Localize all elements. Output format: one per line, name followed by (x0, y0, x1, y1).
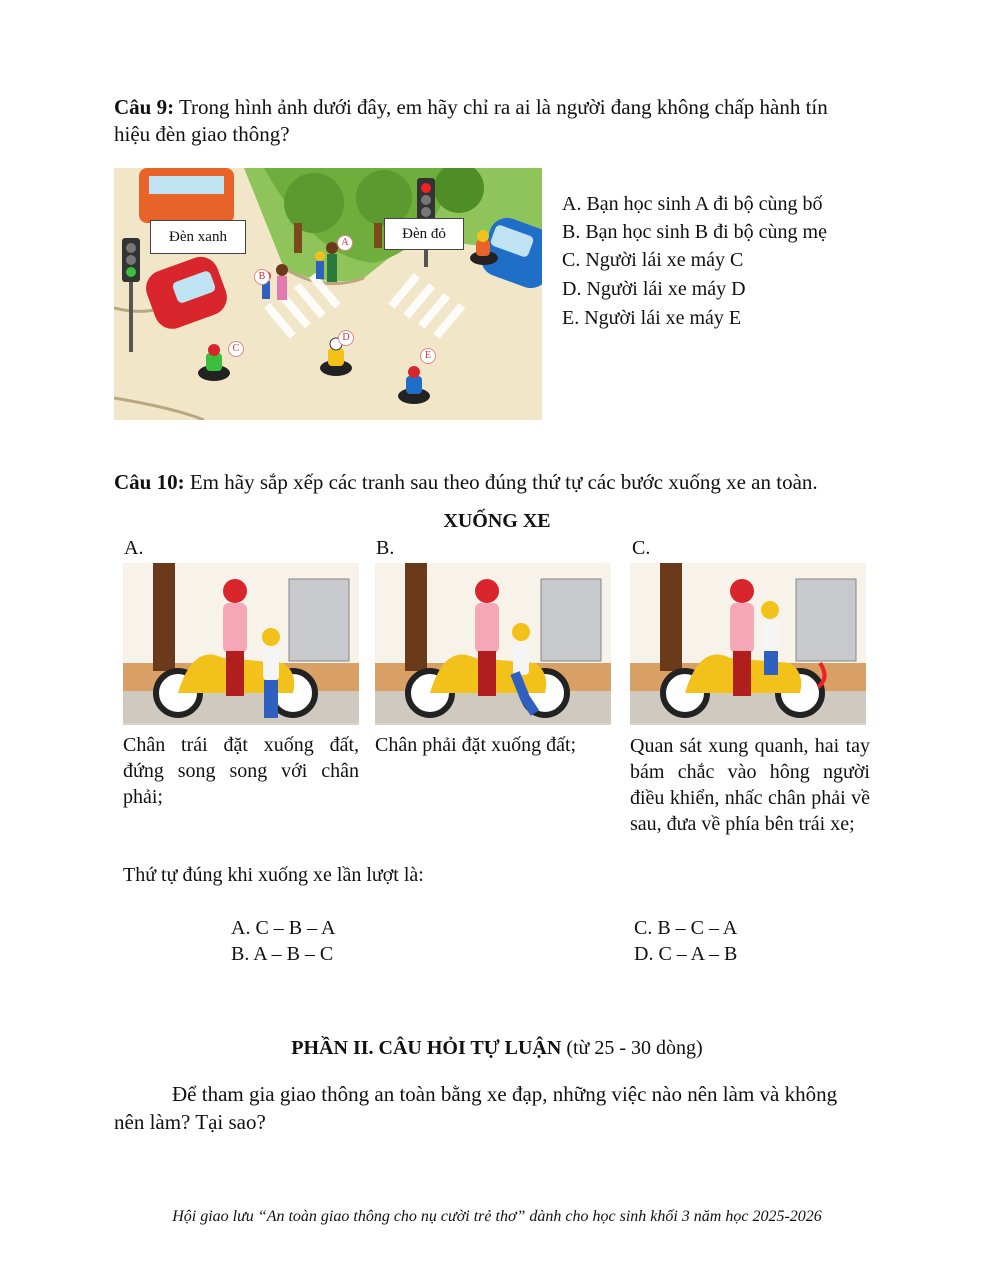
panel-c-image (630, 563, 866, 725)
q10-text: Em hãy sắp xếp các tranh sau theo đúng thứ tự các bước xuống xe an toàn. (184, 470, 818, 494)
q10-line (114, 469, 904, 496)
sign-green-light: Đèn xanh (150, 220, 246, 254)
q9-text-2: hiệu đèn giao thông? (114, 122, 290, 146)
panel-b-letter: B. (376, 537, 395, 559)
q9-text-1: Trong hình ảnh dưới đây, em hãy chỉ ra ai là người đang không chấp hành tín (174, 95, 828, 119)
q9-line1 (114, 94, 904, 121)
q9-option-a: A. Bạn học sinh A đi bộ cùng bố (562, 193, 823, 215)
part2-body-2: nên làm? Tại sao? (114, 1110, 266, 1134)
part2-note: (từ 25 - 30 dòng) (561, 1037, 703, 1059)
q10-answer-b: B. A – B – C (231, 943, 334, 965)
panel-c-caption: Quan sát xung quanh, hai tay bám chắc vào hông người điều khiển, nhấc chân phải về sau, đưa về phía bên trái xe; (630, 735, 870, 835)
panel-a-caption: Chân trái đặt xuống đất, đứng song song với chân phải; (123, 734, 359, 808)
part2-title: PHẦN II. CÂU HỎI TỰ LUẬN (291, 1037, 562, 1059)
q10-answer-d: D. C – A – B (634, 943, 738, 965)
sign-red-light: Đèn đỏ (384, 218, 464, 250)
q9-option-d: D. Người lái xe máy D (562, 278, 746, 300)
panel-c-letter: C. (632, 537, 651, 559)
part2-body-1: Để tham gia giao thông an toàn bằng xe đạp, những việc nào nên làm và không (172, 1082, 838, 1106)
q10-order-prompt: Thứ tự đúng khi xuống xe lần lượt là: (123, 864, 424, 886)
page-footer: Hội giao lưu “An toàn giao thông cho nụ cười trẻ thơ” dành cho học sinh khối 3 năm học 2025-2026 (172, 1208, 822, 1225)
panel-a-letter: A. (124, 537, 144, 559)
marker-e: E (420, 348, 436, 364)
part2-heading (0, 1037, 994, 1060)
intersection-illustration (114, 168, 542, 420)
panel-a-image (123, 563, 359, 725)
q10-answer-a: A. C – B – A (231, 917, 336, 939)
panel-b-caption: Chân phải đặt xuống đất; (375, 734, 577, 756)
marker-d: D (338, 330, 354, 346)
marker-b: B (254, 269, 270, 285)
marker-a: A (337, 235, 353, 251)
q9-label: Câu 9: (114, 95, 175, 119)
q9-option-e: E. Người lái xe máy E (562, 307, 742, 329)
q10-answer-c: C. B – C – A (634, 917, 738, 939)
q9-option-b: B. Bạn học sinh B đi bộ cùng mẹ (562, 221, 827, 243)
marker-c: C (228, 341, 244, 357)
q9-option-c: C. Người lái xe máy C (562, 249, 744, 271)
q10-label: Câu 10: (114, 470, 185, 494)
q9-options (562, 190, 892, 340)
panel-b-image (375, 563, 611, 725)
q10-heading: XUỐNG XE (443, 510, 551, 532)
